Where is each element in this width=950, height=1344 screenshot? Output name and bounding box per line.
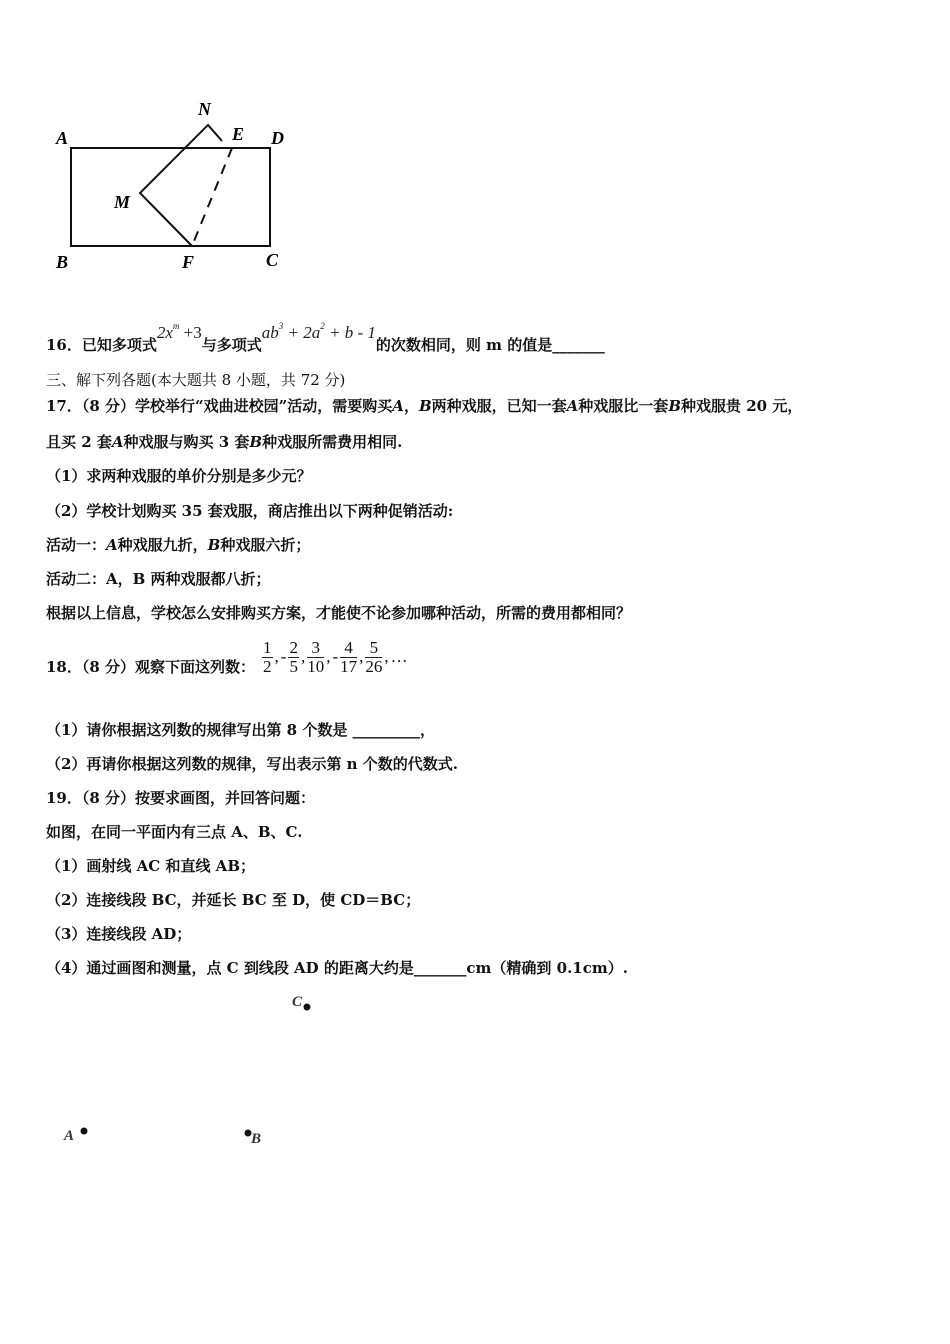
fraction-4-sign: - [332, 647, 339, 666]
fraction-2 [288, 639, 299, 676]
q16-poly2-exp2: 2 [320, 321, 325, 331]
label-point-B: B [251, 1131, 262, 1147]
fraction-4-den: 17 [340, 656, 358, 676]
label-B: B [56, 252, 69, 272]
q17-line1 [46, 396, 802, 416]
point-A [81, 1128, 88, 1135]
q17-line2 [46, 432, 402, 452]
fraction-1 [262, 639, 273, 676]
fraction-1-num: 1 [263, 637, 272, 657]
dashed-line-ef [192, 148, 232, 246]
q19-title: 19．（8 分）按要求画图，并回答问题： [46, 789, 316, 807]
q17-part2: （2）学校计划购买 35 套戏服，商店推出以下两种促销活动: [46, 502, 454, 520]
q17-activity2: 活动二：A，B 两种戏服都八折； [46, 570, 271, 588]
q17-l2-b: 种戏服与购买 3 套 [123, 433, 250, 451]
q16-poly2-part1: ab [261, 323, 279, 342]
fraction-5-den: 26 [365, 656, 383, 676]
q16-poly1-exp: m [172, 321, 180, 331]
fraction-4-num: 4 [340, 639, 357, 658]
q19-part4: （4）通过画图和测量，点 C 到线段 AD 的距离大约是_______cm（精确到 0.1cm）. [46, 959, 628, 977]
label-D: D [271, 128, 284, 148]
q17-l1-a: 17．（8 分）学校举行“戏曲进校园”活动，需要购买 [46, 397, 393, 415]
q17-act1-c: 种戏服六折； [220, 536, 311, 554]
q17-l2-a: 且买 2 套 [46, 433, 112, 451]
sep-4: , [359, 647, 364, 666]
sep-2: , [300, 647, 306, 666]
ellipsis: … [390, 647, 408, 666]
figure-rectangle-fold [40, 90, 310, 280]
q18-prefix: 18．（8 分）观察下面这列数： [46, 658, 256, 676]
q16-poly1 [157, 323, 202, 342]
sequence [261, 639, 409, 676]
q19-part3: （3）连接线段 AD； [46, 925, 192, 943]
q16-poly1-tail: +3 [179, 323, 202, 342]
q17-l1-d: 种戏服比一套 [578, 397, 669, 415]
question-18 [46, 634, 409, 680]
q19-intro: 如图，在同一平面内有三点 A、B、C. [46, 823, 303, 841]
q17-l1-b: ， [403, 397, 419, 415]
sep-5: , [384, 647, 389, 666]
fraction-3 [307, 639, 324, 676]
q16-middle: 与多项式 [201, 336, 262, 354]
q16-prefix: 16．已知多项式 [46, 336, 157, 354]
fraction-1-den: 2 [263, 656, 272, 676]
label-point-C: C [292, 994, 303, 1010]
q17-act1-A: A [106, 536, 118, 554]
q19-part2: （2）连接线段 BC，并延长 BC 至 D，使 CD＝BC； [46, 891, 421, 909]
q17-l1-c: 两种戏服，已知一套 [431, 397, 567, 415]
sep-1: , [274, 647, 279, 666]
q17-l1-B2: B [668, 397, 681, 415]
fraction-3-den: 10 [307, 656, 325, 676]
label-M: M [114, 192, 131, 212]
q17-l2-B: B [249, 433, 263, 451]
label-point-A: A [64, 1128, 75, 1144]
q17-part1: （1）求两种戏服的单价分别是多少元？ [46, 467, 312, 485]
q17-act1-b: 种戏服九折， [117, 536, 208, 554]
fraction-3-num: 3 [307, 639, 324, 658]
q16-suffix: 的次数相同，则 m 的值是_______ [375, 336, 605, 354]
q17-l1-A2: A [566, 397, 579, 415]
section-3-title: 三、解下列各题(本大题共 8 小题，共 72 分) [46, 371, 346, 389]
question-16 [46, 316, 605, 354]
fraction-2-den: 5 [289, 656, 298, 676]
q18-part2: （2）再请你根据这列数的规律，写出表示第 n 个数的代数式. [46, 755, 459, 773]
q18-part1: （1）请你根据这列数的规律写出第 8 个数是 _________， [46, 721, 436, 739]
label-E: E [232, 124, 245, 144]
label-N: N [198, 99, 211, 119]
label-A: A [56, 128, 69, 148]
label-C: C [266, 250, 279, 270]
fraction-2-num: 2 [289, 637, 298, 657]
q17-l1-A: A [392, 397, 404, 415]
point-C [304, 1004, 311, 1011]
q17-activity1 [46, 535, 310, 555]
q19-part1: （1）画射线 AC 和直线 AB； [46, 857, 255, 875]
q16-poly2-exp1: 3 [278, 321, 284, 331]
q17-question: 根据以上信息，学校怎么安排购买方案，才能使不论参加哪种活动，所需的费用都相同？ [46, 604, 632, 622]
label-F: F [182, 252, 195, 272]
q17-act1-a: 活动一： [46, 536, 107, 554]
fold-line-fmn [140, 125, 222, 246]
sep-3: , [326, 647, 331, 666]
fraction-2-sign: - [280, 647, 287, 666]
q17-l2-A: A [111, 433, 124, 451]
q16-poly2 [262, 323, 376, 342]
q17-l1-B: B [418, 397, 432, 415]
q16-poly2-part3: + b - 1 [324, 323, 376, 342]
fraction-4 [340, 639, 357, 676]
fraction-5-num: 5 [365, 639, 382, 658]
q17-l1-e: 种戏服贵 20 元， [681, 397, 803, 415]
q17-l2-c: 种戏服所需费用相同. [262, 433, 403, 451]
q16-poly1-base: 2x [156, 323, 173, 342]
q16-poly2-part2: + 2a [283, 323, 321, 342]
fraction-5 [365, 639, 382, 676]
figure-three-points [50, 985, 350, 1155]
q17-act1-B: B [207, 536, 221, 554]
